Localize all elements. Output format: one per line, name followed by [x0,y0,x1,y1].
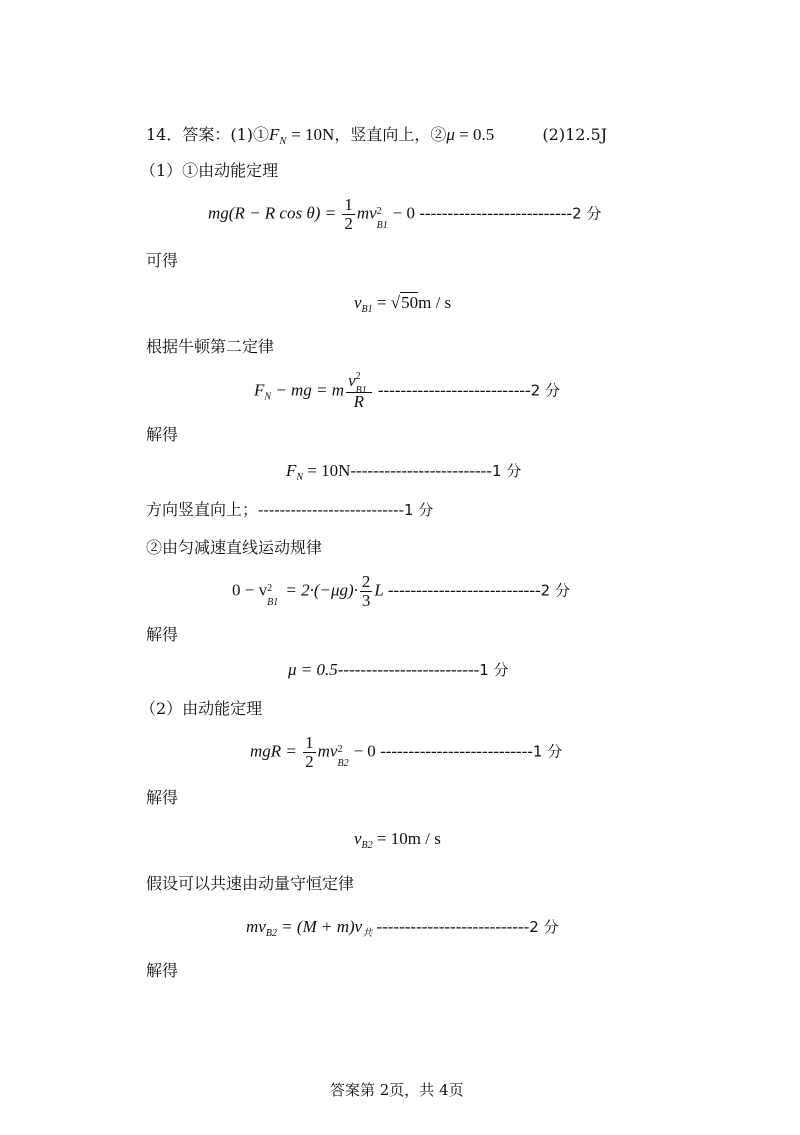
mu-symbol: μ [446,125,460,144]
mu-value: = 0.5 [459,125,495,144]
direction-text: ，竖直向上，② [334,125,447,144]
eq1-score: 2 分 [572,204,602,223]
section2-title: （2）由动能定理 [140,699,263,718]
eq1-lhs: mg(R − R cos θ) = [208,203,337,223]
label-jiede-1: 解得 [146,425,179,444]
equation-8: $v_{B2} = 10m / s$ [354,829,441,851]
eq3-dashes: --------------------------- [377,380,531,400]
eq1-mv: mv [356,203,377,223]
fn-value: = 10N [291,125,335,144]
equation-9: $mv_{B2} = (M + m)v_共$ ---------------------------2 分 [246,917,559,939]
eq1-fraction: $\frac{1}{2}$ [344,195,353,233]
equation-5: 0 − v 2 B1 = 2·(−μg)· $\frac{2}{3}$ L ---------------------------2 分 [232,572,570,610]
sqrt-50: √50 [390,293,419,312]
label-jiede-4: 解得 [146,961,179,980]
label-jiede-3: 解得 [146,788,179,807]
equation-6: μ = 0.5-------------------------1 分 [288,660,509,679]
equation-3: $F_N$ − mg = m v 2 B1 R ---------------------------2 分 [254,371,561,412]
section1-title: （1）①由动能定理 [140,161,279,180]
eq7-fraction: $\frac{1}{2}$ [305,733,314,771]
label-jiede-2: 解得 [146,625,179,644]
fn-symbol: $F_N$ [269,125,287,147]
equation-7: mgR = $\frac{1}{2}$ mv 2 B2 − 0 ---------------------------1 分 [250,733,563,771]
answer-header [146,124,607,153]
label-niudun: 根据牛顿第二定律 [146,337,275,356]
eq3-fraction: v 2 B1 R [346,372,372,411]
eq1-tail: − 0 [392,203,415,223]
eq5-fraction: $\frac{2}{3}$ [361,572,371,610]
eq3-score: 2 分 [530,381,561,400]
direction-line: 方向竖直向上；---------------------------1 分 [146,500,434,519]
equation-4: $F_N = 10N-------------------------1$ 分 [286,461,522,483]
equation-1: mg(R − R cos θ) = $\frac{1}{2}$ mv 2 B1 − 0 ---------------------------2 分 [208,195,602,233]
section1b-title: ②由匀减速直线运动规律 [146,538,323,557]
part2-answer: (2)12.5J [542,125,608,144]
page-footer: 答案第 2页，共 4页 [330,1081,464,1099]
question-number: 14．答案： [146,125,231,144]
label-kede: 可得 [146,251,179,270]
eq1-dashes: --------------------------- [419,203,573,223]
part1-label: (1)① [230,125,270,144]
label-jiashe: 假设可以共速由动量守恒定律 [146,874,355,893]
equation-2: $v_{B1} = √50m / s$ [354,293,452,315]
